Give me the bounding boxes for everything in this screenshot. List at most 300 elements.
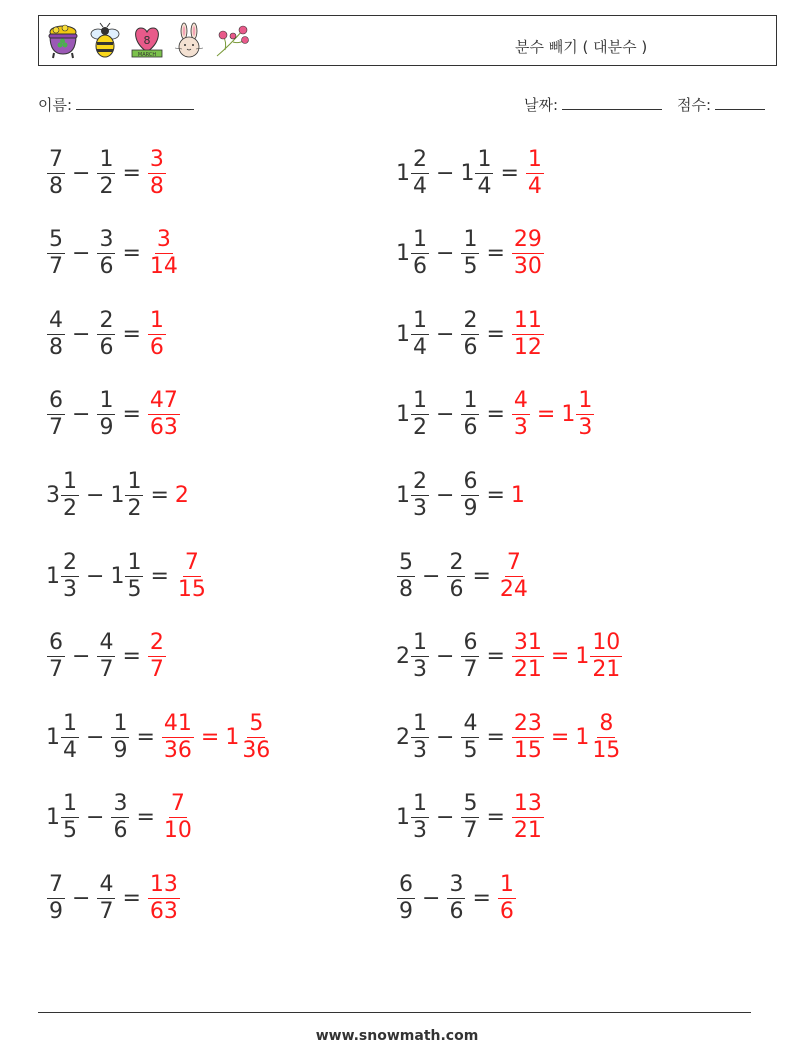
fraction xyxy=(411,147,429,200)
denominator: 14 xyxy=(149,254,178,280)
pot-of-gold-icon xyxy=(45,22,81,60)
whole-number: 1 xyxy=(396,805,410,831)
fraction xyxy=(576,388,594,441)
minuend xyxy=(396,791,430,844)
equals-sign: = xyxy=(472,563,491,589)
answer-value xyxy=(147,308,167,361)
whole-number: 1 xyxy=(110,563,125,589)
numerator: 1 xyxy=(578,388,593,414)
fraction xyxy=(240,711,272,764)
equals-sign: = xyxy=(486,805,505,831)
answer xyxy=(147,388,181,441)
minus-sign: − xyxy=(86,482,105,508)
answer xyxy=(147,872,181,925)
equals-sign: = xyxy=(486,724,505,750)
denominator: 36 xyxy=(242,737,271,763)
minuend xyxy=(396,308,430,361)
denominator: 8 xyxy=(149,173,164,199)
answer xyxy=(511,791,545,844)
numerator: 1 xyxy=(149,307,164,333)
fraction xyxy=(125,550,143,603)
answer-value xyxy=(511,791,545,844)
problem-item xyxy=(46,867,181,929)
minuend xyxy=(46,872,66,925)
numerator: 1 xyxy=(63,468,77,494)
minuend xyxy=(46,388,66,441)
fraction xyxy=(148,308,166,361)
name-blank[interactable] xyxy=(76,95,194,110)
problem-item xyxy=(396,545,531,607)
denominator: 7 xyxy=(49,657,63,683)
name-field xyxy=(38,94,194,115)
problem-item xyxy=(396,384,595,446)
fraction xyxy=(176,550,208,603)
minus-sign: − xyxy=(436,241,455,267)
problem-item xyxy=(396,464,525,526)
answer xyxy=(175,483,189,508)
denominator: 21 xyxy=(513,657,542,683)
denominator: 24 xyxy=(499,576,528,602)
denominator: 8 xyxy=(49,173,63,199)
bee-icon xyxy=(87,22,123,60)
answer xyxy=(497,550,531,603)
fraction xyxy=(148,227,180,280)
numerator: 4 xyxy=(99,630,114,656)
denominator: 36 xyxy=(163,737,192,763)
whole-number: 1 xyxy=(396,482,410,508)
minus-sign: − xyxy=(436,402,455,428)
numerator: 11 xyxy=(513,307,542,333)
numerator: 2 xyxy=(449,549,464,575)
denominator: 5 xyxy=(63,818,77,844)
problem-item xyxy=(396,706,623,768)
whole-number: 1 xyxy=(46,805,60,831)
answer xyxy=(161,711,273,764)
subtrahend xyxy=(460,711,480,764)
fraction xyxy=(97,630,115,683)
denominator: 63 xyxy=(149,898,178,924)
numerator: 1 xyxy=(413,630,427,656)
denominator: 5 xyxy=(127,576,142,602)
fraction xyxy=(97,388,115,441)
answer-value xyxy=(511,308,545,361)
denominator: 7 xyxy=(99,898,114,924)
fraction xyxy=(461,711,479,764)
answer-value xyxy=(147,227,181,280)
fraction xyxy=(47,308,65,361)
equals-sign: = xyxy=(486,482,505,508)
denominator: 6 xyxy=(449,898,464,924)
minuend xyxy=(396,469,430,522)
answer-value xyxy=(497,550,531,603)
problem-item xyxy=(46,142,167,204)
equals-sign: = xyxy=(122,402,141,428)
denominator: 2 xyxy=(63,495,77,521)
subtrahend xyxy=(446,550,466,603)
answer xyxy=(511,483,525,508)
fraction xyxy=(61,791,79,844)
numerator: 1 xyxy=(63,791,77,817)
problem-item xyxy=(46,545,209,607)
fraction xyxy=(148,872,180,925)
minuend xyxy=(396,630,430,683)
minus-sign: − xyxy=(436,321,455,347)
fraction xyxy=(512,388,530,441)
minuend xyxy=(396,550,416,603)
whole-number: 1 xyxy=(46,563,60,589)
equals-sign: = xyxy=(122,321,141,347)
whole-number: 1 xyxy=(396,402,410,428)
fraction xyxy=(461,308,479,361)
minus-sign: − xyxy=(72,885,91,911)
whole-number: 3 xyxy=(46,482,60,508)
fraction xyxy=(461,388,479,441)
numerator: 7 xyxy=(49,146,63,172)
minuend xyxy=(46,227,66,280)
numerator: 1 xyxy=(127,549,142,575)
denominator: 3 xyxy=(513,415,528,441)
numerator: 2 xyxy=(413,146,427,172)
denominator: 4 xyxy=(413,334,427,360)
fraction xyxy=(397,550,415,603)
denominator: 6 xyxy=(99,334,114,360)
whole-number: 1 xyxy=(396,321,410,347)
problem-item xyxy=(46,787,195,849)
numerator: 1 xyxy=(463,227,478,253)
fraction xyxy=(97,872,115,925)
fraction xyxy=(498,550,530,603)
denominator: 15 xyxy=(513,737,542,763)
whole-number: 1 xyxy=(396,241,410,267)
minus-sign: − xyxy=(436,724,455,750)
numerator: 29 xyxy=(513,227,542,253)
numerator: 2 xyxy=(413,468,427,494)
date-blank[interactable] xyxy=(562,95,662,110)
denominator: 3 xyxy=(413,657,427,683)
answer xyxy=(497,872,517,925)
subtrahend xyxy=(96,227,116,280)
numerator: 3 xyxy=(149,146,164,172)
whole-number: 1 xyxy=(510,482,525,508)
numerator: 3 xyxy=(449,871,464,897)
denominator: 4 xyxy=(63,737,77,763)
fraction xyxy=(47,147,65,200)
subtrahend xyxy=(110,711,130,764)
minuend xyxy=(46,147,66,200)
answer-value xyxy=(147,388,181,441)
whole-number: 2 xyxy=(396,724,410,750)
numerator: 41 xyxy=(163,710,192,736)
minus-sign: − xyxy=(436,160,455,186)
minus-sign: − xyxy=(72,160,91,186)
denominator: 21 xyxy=(513,818,542,844)
numerator: 1 xyxy=(99,388,114,414)
fraction xyxy=(411,227,429,280)
fraction xyxy=(397,872,415,925)
numerator: 7 xyxy=(170,791,185,817)
minus-sign: − xyxy=(86,805,105,831)
subtrahend xyxy=(110,550,144,603)
answer-value xyxy=(511,711,545,764)
subtrahend xyxy=(460,791,480,844)
svg-text:8: 8 xyxy=(143,34,151,47)
fraction xyxy=(148,630,166,683)
denominator: 5 xyxy=(463,254,478,280)
answer-value xyxy=(147,630,167,683)
answer xyxy=(511,630,623,683)
minus-sign: − xyxy=(436,805,455,831)
worksheet-title: 분수 빼기 ( 대분수 ) xyxy=(515,38,648,56)
denominator: 6 xyxy=(149,334,164,360)
numerator: 1 xyxy=(413,710,427,736)
fraction xyxy=(148,147,166,200)
flowers-icon xyxy=(213,22,249,60)
fraction xyxy=(411,791,429,844)
equals-sign: = xyxy=(536,402,556,428)
denominator: 6 xyxy=(413,254,427,280)
answer xyxy=(147,147,167,200)
denominator: 12 xyxy=(513,334,542,360)
minus-sign: − xyxy=(436,644,455,670)
numerator: 4 xyxy=(49,307,63,333)
numerator: 1 xyxy=(413,388,427,414)
equals-sign: = xyxy=(150,563,169,589)
whole-number: 1 xyxy=(575,644,590,670)
header-icons xyxy=(45,22,249,60)
numerator: 1 xyxy=(413,307,427,333)
denominator: 7 xyxy=(49,254,63,280)
subtrahend xyxy=(110,469,144,522)
denominator: 9 xyxy=(463,495,478,521)
answer xyxy=(147,227,181,280)
numerator: 47 xyxy=(149,388,178,414)
heart-march-8-icon xyxy=(129,22,165,60)
problem-item xyxy=(46,464,189,526)
fraction xyxy=(461,791,479,844)
score-blank[interactable] xyxy=(715,95,765,110)
denominator: 3 xyxy=(578,415,593,441)
bunny-icon xyxy=(171,22,207,60)
footer-divider xyxy=(38,1012,751,1013)
denominator: 21 xyxy=(592,657,621,683)
fraction xyxy=(512,791,544,844)
denominator: 7 xyxy=(149,657,164,683)
denominator: 8 xyxy=(49,334,63,360)
minuend xyxy=(396,147,430,200)
minuend xyxy=(396,872,416,925)
denominator: 6 xyxy=(99,254,114,280)
fraction xyxy=(47,227,65,280)
equals-sign: = xyxy=(136,805,155,831)
fraction xyxy=(512,308,544,361)
minus-sign: − xyxy=(72,644,91,670)
denominator: 4 xyxy=(413,173,427,199)
denominator: 3 xyxy=(413,495,427,521)
fraction xyxy=(61,469,79,522)
equals-sign: = xyxy=(122,241,141,267)
numerator: 1 xyxy=(413,227,427,253)
denominator: 7 xyxy=(463,818,478,844)
denominator: 9 xyxy=(113,737,128,763)
answer-value xyxy=(175,483,189,508)
whole-number: 1 xyxy=(575,724,590,750)
subtrahend xyxy=(96,630,116,683)
problem-item xyxy=(46,223,181,285)
denominator: 10 xyxy=(163,818,192,844)
subtrahend xyxy=(460,469,480,522)
subtrahend xyxy=(96,147,116,200)
fraction xyxy=(461,630,479,683)
denominator: 2 xyxy=(413,415,427,441)
equals-sign: = xyxy=(486,321,505,347)
numerator: 5 xyxy=(249,710,264,736)
answer-value xyxy=(497,872,517,925)
denominator: 9 xyxy=(399,898,413,924)
subtrahend xyxy=(460,308,480,361)
numerator: 2 xyxy=(99,307,114,333)
numerator: 3 xyxy=(156,227,171,253)
fraction xyxy=(411,630,429,683)
minuend xyxy=(396,227,430,280)
equals-sign: = xyxy=(500,160,519,186)
numerator: 5 xyxy=(399,549,413,575)
problem-item xyxy=(46,626,167,688)
answer-value xyxy=(147,147,167,200)
numerator: 1 xyxy=(463,388,478,414)
denominator: 30 xyxy=(513,254,542,280)
answer-value xyxy=(225,711,273,764)
equals-sign: = xyxy=(122,885,141,911)
answer-value xyxy=(161,791,195,844)
denominator: 15 xyxy=(177,576,206,602)
subtrahend xyxy=(460,227,480,280)
problem-item xyxy=(46,384,181,446)
minuend xyxy=(396,711,430,764)
fraction xyxy=(97,308,115,361)
whole-number: 1 xyxy=(225,724,240,750)
denominator: 7 xyxy=(99,657,114,683)
whole-number: 2 xyxy=(396,644,410,670)
denominator: 7 xyxy=(49,415,63,441)
numerator: 3 xyxy=(99,227,114,253)
problem-item xyxy=(396,787,545,849)
fraction xyxy=(47,388,65,441)
minuend xyxy=(46,469,80,522)
minuend xyxy=(46,711,80,764)
fraction xyxy=(111,711,129,764)
fraction xyxy=(411,469,429,522)
fraction xyxy=(475,147,493,200)
numerator: 1 xyxy=(413,791,427,817)
subtrahend xyxy=(460,630,480,683)
minuend xyxy=(396,388,430,441)
numerator: 3 xyxy=(113,791,128,817)
whole-number: 1 xyxy=(110,482,125,508)
denominator: 6 xyxy=(463,334,478,360)
numerator: 6 xyxy=(49,630,63,656)
fraction xyxy=(411,711,429,764)
denominator: 4 xyxy=(477,173,492,199)
whole-number: 2 xyxy=(174,482,189,508)
denominator: 3 xyxy=(413,737,427,763)
date-field xyxy=(524,94,662,115)
answer xyxy=(161,791,195,844)
numerator: 31 xyxy=(513,630,542,656)
equals-sign: = xyxy=(150,482,169,508)
numerator: 7 xyxy=(184,549,199,575)
numerator: 1 xyxy=(527,146,542,172)
answer xyxy=(511,711,623,764)
answer xyxy=(511,227,545,280)
minus-sign: − xyxy=(422,885,441,911)
problem-item xyxy=(396,142,545,204)
score-label: 점수: xyxy=(677,96,712,114)
fraction xyxy=(512,630,544,683)
answer xyxy=(511,308,545,361)
denominator: 15 xyxy=(592,737,621,763)
fraction xyxy=(162,791,194,844)
answer-value xyxy=(561,388,595,441)
answer-value xyxy=(575,630,623,683)
minus-sign: − xyxy=(436,482,455,508)
numerator: 10 xyxy=(592,630,621,656)
answer xyxy=(525,147,545,200)
fraction xyxy=(590,630,622,683)
subtrahend xyxy=(460,147,494,200)
numerator: 4 xyxy=(99,871,114,897)
numerator: 13 xyxy=(149,871,178,897)
denominator: 5 xyxy=(463,737,478,763)
subtrahend xyxy=(96,388,116,441)
problem-item xyxy=(46,303,167,365)
numerator: 1 xyxy=(63,710,77,736)
numerator: 5 xyxy=(463,791,478,817)
equals-sign: = xyxy=(136,724,155,750)
footer-site: www.snowmath.com xyxy=(315,1028,479,1044)
problem-item xyxy=(46,706,273,768)
minus-sign: − xyxy=(422,563,441,589)
fraction xyxy=(447,550,465,603)
fraction xyxy=(47,872,65,925)
subtrahend xyxy=(96,872,116,925)
numerator: 5 xyxy=(49,227,63,253)
answer-value xyxy=(575,711,623,764)
fraction xyxy=(47,630,65,683)
denominator: 9 xyxy=(49,898,63,924)
fraction xyxy=(411,308,429,361)
answer-value xyxy=(511,483,525,508)
minus-sign: − xyxy=(86,724,105,750)
equals-sign: = xyxy=(472,885,491,911)
fraction xyxy=(512,227,544,280)
numerator: 6 xyxy=(463,468,478,494)
denominator: 9 xyxy=(99,415,114,441)
subtrahend xyxy=(446,872,466,925)
numerator: 7 xyxy=(49,871,63,897)
answer xyxy=(511,388,595,441)
worksheet-header xyxy=(38,15,777,66)
numerator: 6 xyxy=(49,388,63,414)
denominator: 3 xyxy=(413,818,427,844)
fraction xyxy=(162,711,194,764)
numerator: 13 xyxy=(513,791,542,817)
denominator: 3 xyxy=(63,576,77,602)
minus-sign: − xyxy=(86,563,105,589)
minus-sign: − xyxy=(72,241,91,267)
answer-value xyxy=(511,227,545,280)
problem-item xyxy=(396,867,517,929)
equals-sign: = xyxy=(122,160,141,186)
